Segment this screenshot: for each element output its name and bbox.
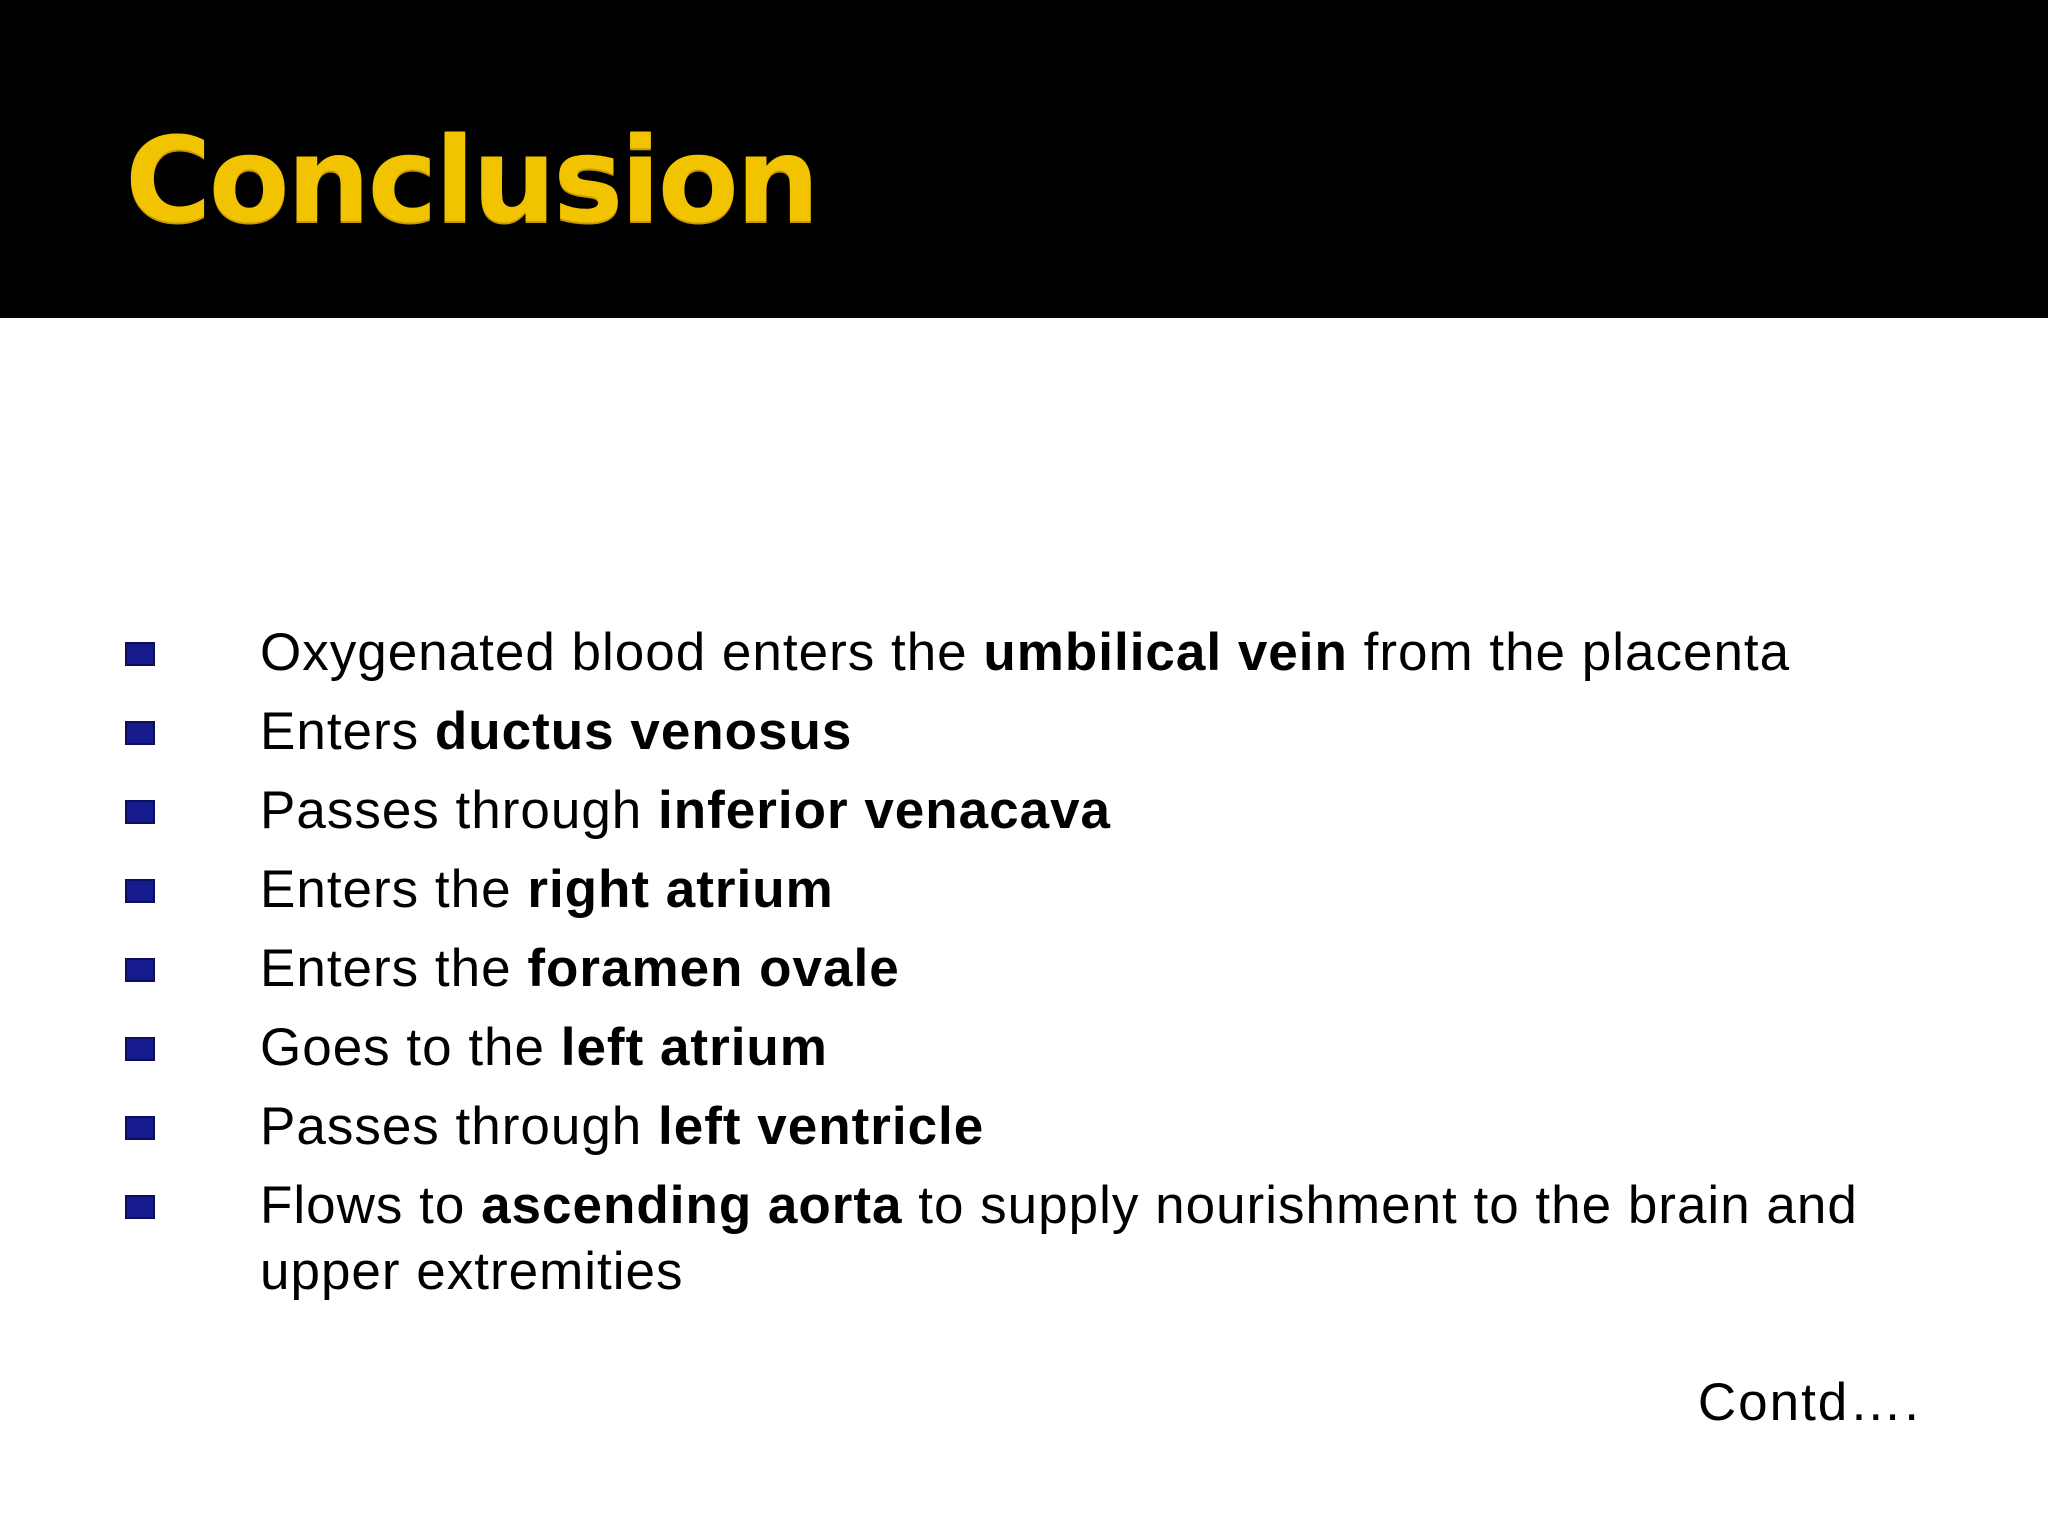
bullet-text: Goes to the bbox=[260, 1018, 561, 1077]
square-bullet-icon bbox=[125, 1116, 155, 1140]
bullet-item bbox=[0, 778, 2048, 844]
bullet-item bbox=[0, 936, 2048, 1002]
bullet-text: Oxygenated blood enters the bbox=[260, 623, 984, 682]
square-bullet-icon bbox=[125, 800, 155, 824]
bullet-item bbox=[0, 620, 2048, 686]
continued-label: Contd…. bbox=[1697, 1373, 1921, 1432]
bullet-text: Flows to bbox=[260, 1176, 482, 1235]
square-bullet-icon bbox=[125, 721, 155, 745]
bullet-text: Passes through bbox=[260, 1097, 659, 1156]
bullet-text: Enters bbox=[260, 702, 435, 761]
bullet-text: Enters the bbox=[260, 860, 528, 919]
bullet-text: from the placenta bbox=[1347, 623, 1791, 682]
bullet-key-term: left ventricle bbox=[658, 1097, 985, 1156]
bullet-key-term: ductus venosus bbox=[434, 702, 853, 761]
square-bullet-icon bbox=[125, 1037, 155, 1061]
square-bullet-icon bbox=[125, 879, 155, 903]
bullet-item bbox=[0, 857, 2048, 923]
bullet-text: Enters the bbox=[260, 939, 528, 998]
bullet-item bbox=[0, 1015, 2048, 1081]
bullet-text: Passes through bbox=[260, 781, 659, 840]
bullet-key-term: inferior venacava bbox=[658, 781, 1112, 840]
bullet-list bbox=[0, 620, 2048, 1318]
bullet-item bbox=[0, 1173, 2048, 1305]
bullet-key-term: umbilical vein bbox=[983, 623, 1348, 682]
square-bullet-icon bbox=[125, 1195, 155, 1219]
square-bullet-icon bbox=[125, 958, 155, 982]
title-bar bbox=[0, 0, 2048, 318]
bullet-key-term: ascending aorta bbox=[481, 1176, 903, 1235]
square-bullet-icon bbox=[125, 642, 155, 666]
bullet-key-term: right atrium bbox=[527, 860, 834, 919]
bullet-key-term: foramen ovale bbox=[527, 939, 900, 998]
bullet-item bbox=[0, 699, 2048, 765]
slide-title: Conclusion bbox=[125, 111, 817, 249]
bullet-item bbox=[0, 1094, 2048, 1160]
bullet-key-term: left atrium bbox=[560, 1018, 828, 1077]
bullet-text: to supply nourishment to the brain and upper extremities bbox=[260, 1176, 1858, 1301]
